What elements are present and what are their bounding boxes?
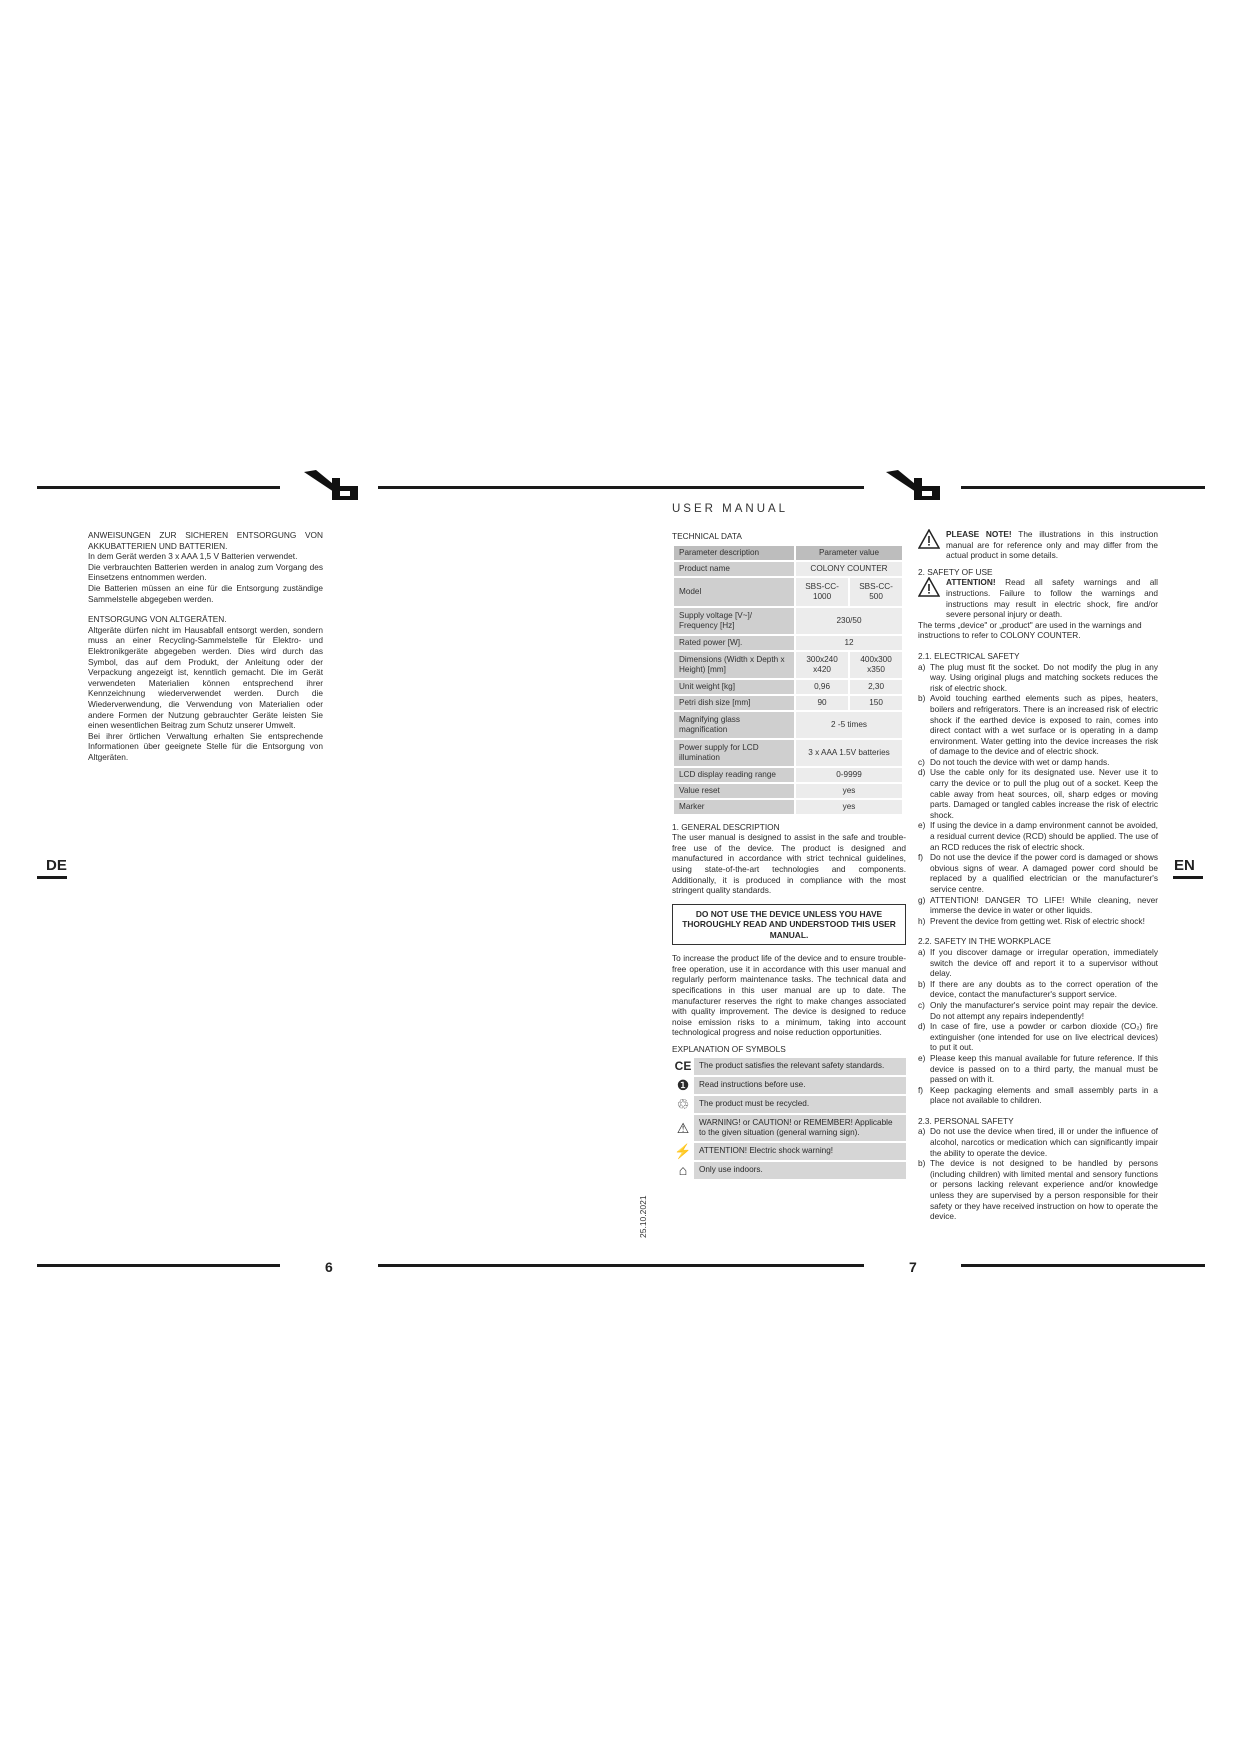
top-rule-center [378,486,864,489]
list-item [918,1126,1158,1158]
de-disposal-text: Bei ihrer örtlichen Verwaltung erhalten Sie entsprechende Informationen über geeignete Stelle für die Entsorgung von Altgeräten. [88,730,323,762]
table-value-cell: 150 [849,695,903,711]
table-key-cell: Unit weight [kg] [673,679,795,695]
list-text: If there are any doubts as to the correct operation of the device, contact the manufacturer's support service. [930,978,1158,1000]
note-text [946,529,1158,561]
table-value-cell: 2 -5 times [795,711,903,739]
list-marker: f) [918,852,924,863]
table-key-cell: Power supply for LCD illumination [673,739,795,767]
list-text: If you discover damage or irregular operation, immediately switch the device off and report it to a supervisor without delay. [930,946,1158,979]
language-tab-en-underline [1173,876,1203,879]
symbol-row [672,1162,906,1179]
brand-logo-right-icon [884,468,946,502]
en-column-1 [672,531,906,1181]
table-row [673,561,903,577]
table-row [673,799,903,815]
list-marker: e) [918,1052,926,1063]
list-text: Do not use the device if the power cord is damaged or shows obvious signs of wear. A damaged power cord should be replaced by a qualified electrician or the manufacturer's service centre. [930,852,1158,894]
table-key-cell: Supply voltage [V~]/ Frequency [Hz] [673,607,795,635]
table-value-cell: 2,30 [849,679,903,695]
de-battery-line: In dem Gerät werden 3 x AAA 1,5 V Batterien verwendet. [88,551,298,562]
terms-text: The terms „device" or „product" are used in the warnings and instructions to refer to COLONY COUNTER. [918,619,1142,641]
page-number-right: 7 [909,1259,917,1275]
top-rule-left-page [37,486,280,489]
symbol-row [672,1058,906,1075]
attention-bold: ATTENTION! [946,577,996,588]
table-value-cell: 400x300 x350 [849,651,903,679]
list-item [918,895,1158,916]
de-disposal-heading: ENTSORGUNG VON ALTGERÄTEN. [88,614,227,625]
list-text: ATTENTION! DANGER TO LIFE! While cleaning, never immerse the device in water or other liquids. [930,894,1158,916]
de-battery-heading: ANWEISUNGEN ZUR SICHEREN ENTSORGUNG VON AKKUBATTERIEN UND BATTERIEN. [88,530,323,551]
bottom-rule-right-page [961,1264,1205,1267]
de-disposal-text: Altgeräte dürfen nicht im Hausabfall entsorgt werden, sondern muss an einer Recycling-Sammelstelle für Elektro- und Elektronikgeräte abgegeben werden. Dies wird durch das Symbol, das auf dem Produkt, der Anleitung oder der Verpackung angezeigt ist, kenntlich gemacht. Die im Gerät verwendeten Materialien können entsprechend ihrer Kennzeichnung wiederverwendet werden. Durch die Wiederverwendung, die Verwendung von Materialien oder andere Formen der Nutzung gebrauchter Geräte leisten Sie einen wesentlichen Beitrag zum Schutz unserer Umwelt. [88,624,323,731]
table-value-cell: yes [795,783,903,799]
list-item [918,757,1158,768]
table-value-cell: 3 x AAA 1.5V batteries [795,739,903,767]
table-row [673,739,903,767]
table-key-cell: LCD display reading range [673,767,795,783]
table-value-cell: 0-9999 [795,767,903,783]
symbol-description: Only use indoors. [694,1162,906,1179]
ce-mark-icon: CE [674,1059,692,1074]
table-key-cell: Dimensions (Width x Depth x Height) [mm] [673,651,795,679]
warning-triangle-icon: ⚠ [676,1119,690,1136]
table-row [673,711,903,739]
list-marker: d) [918,1021,926,1032]
list-item [918,916,1158,927]
list-marker: e) [918,820,926,831]
list-text: Only the manufacturer's service point may repair the device. Do not attempt any repairs independently! [930,999,1158,1021]
list-marker: a) [918,661,926,672]
de-text-column [88,530,323,762]
symbol-description: The product satisfies the relevant safety standards. [694,1058,906,1075]
list-text: If using the device in a damp environment cannot be avoided, a residual current device (RCD) should be applied. The use of an RCD reduces the risk of electric shock. [930,820,1158,852]
read-manual-warning-box: DO NOT USE THE DEVICE UNLESS YOU HAVE THOROUGHLY READ AND UNDERSTOOD THIS USER MANUAL. [672,904,906,946]
list-item [918,767,1158,820]
de-battery-line: Die verbrauchten Batterien werden in analog zum Vorgang des Einsetzens entnommen werden. [88,561,323,583]
symbol-description: ATTENTION! Electric shock warning! [694,1143,906,1160]
list-text: The device is not designed to be handled by persons (including children) with limited mental and sensory functions or persons lacking relevant experience and/or knowledge unless they are supervised by a person responsible for their safety or they have received instruction on how to operate the device. [930,1158,1158,1222]
list-marker: f) [918,1084,924,1095]
de-battery-line: Die Batterien müssen an eine für die Entsorgung zuständige Sammelstelle abgegeben werden. [88,582,323,604]
list-marker: h) [918,915,926,926]
table-row [673,695,903,711]
top-rule-right-page [961,486,1205,489]
general-description-text-2: To increase the product life of the device and to ensure trouble-free operation, use it in accordance with this user manual and regularly perform maintenance tasks. The technical data and specifications in this user manual are up to date. The manufacturer reserves the right to make changes associated with quality improvement. The device is designed to reduce noise emission risks to a minimum, taking into account technological progress and noise reduction opportunities. [672,953,906,1038]
warning-triangle-icon [918,529,946,561]
list-text: Please keep this manual available for future reference. If this device is passed on to a third party, the manual must be passed on with it. [930,1052,1158,1085]
list-item [918,820,1158,852]
language-tab-en: EN [1174,857,1195,874]
read-manual-icon: ❶ [676,1077,690,1094]
symbol-row [672,1143,906,1160]
list-text: Do not use the device when tired, ill or under the influence of alcohol, narcotics or medication which can significantly impair the ability to operate the device. [930,1126,1158,1158]
table-row [673,767,903,783]
table-key-cell: Marker [673,799,795,815]
list-text: Prevent the device from getting wet. Risk of electric shock! [930,915,1145,926]
list-text: In case of fire, use a powder or carbon dioxide (CO₂) fire extinguisher (one intended for use on live electrical devices) to put it out. [930,1021,1158,1053]
bottom-rule-center [378,1264,864,1267]
en-column-2 [918,529,1158,1222]
table-value-cell: COLONY COUNTER [795,561,903,577]
electrical-safety-heading: 2.1. ELECTRICAL SAFETY [918,650,1020,661]
list-item [918,1000,1158,1021]
table-value-cell: 230/50 [795,607,903,635]
table-value-cell: 90 [795,695,849,711]
list-item [918,662,1158,694]
list-marker: g) [918,894,926,905]
list-text: The plug must fit the socket. Do not modify the plug in any way. Using original plugs and matching sockets reduces the risk of electric shock. [930,661,1158,693]
language-tab-de: DE [46,857,67,874]
table-value-cell: 300x240 x420 [795,651,849,679]
user-manual-title: USER MANUAL [672,503,789,515]
technical-data-table [672,544,904,816]
list-item [918,1158,1158,1222]
warning-triangle-icon [918,577,946,619]
symbol-description: Read instructions before use. [694,1077,906,1094]
table-key-cell: Magnifying glass magnification [673,711,795,739]
table-header-row [673,545,903,561]
table-value-cell: SBS-CC-1000 [795,577,849,607]
list-text: Do not touch the device with wet or damp hands. [930,756,1110,767]
workplace-safety-heading: 2.2. SAFETY IN THE WORKPLACE [918,936,1051,947]
indoor-house-icon: ⌂ [678,1162,688,1179]
general-description-text: The user manual is designed to assist in the safe and trouble-free use of the device. The product is designed and manufactured in accordance with strict technical guidelines, using state-of-the-art technologies and components. Additionally, it is produced in compliance with the most stringent quality standards. [672,832,906,896]
table-value-cell: yes [795,799,903,815]
recycle-bin-icon: ♲ [676,1096,690,1113]
table-row [673,679,903,695]
list-marker: b) [918,1158,926,1169]
list-marker: b) [918,693,926,704]
list-item [918,1021,1158,1053]
list-marker: c) [918,999,925,1010]
table-key-cell: Product name [673,561,795,577]
list-marker: a) [918,1126,926,1137]
electric-shock-icon: ⚡ [674,1143,692,1160]
table-row [673,783,903,799]
note-block [918,529,1158,561]
symbol-row [672,1115,906,1141]
personal-safety-heading: 2.3. PERSONAL SAFETY [918,1115,1014,1126]
list-marker: d) [918,767,926,778]
list-item [918,979,1158,1000]
note-body: The illustrations in this instruction manual are for reference only and may differ from the actual product in some details. [946,529,1158,561]
list-item [918,852,1158,894]
note-bold: PLEASE NOTE! [946,529,1012,539]
safety-heading: 2. SAFETY OF USE [918,566,993,577]
page-number-left: 6 [325,1259,333,1275]
list-item [918,1085,1158,1106]
table-key-cell: Model [673,577,795,607]
symbol-row [672,1077,906,1094]
symbol-description: The product must be recycled. [694,1096,906,1113]
table-key-cell: Petri dish size [mm] [673,695,795,711]
attention-body: Read all safety warnings and all instructions. Failure to follow the warnings and instructions may result in electric shock, fire and/or severe personal injury or death. [946,577,1158,620]
list-text: Keep packaging elements and small assembly parts in a place not available to children. [930,1084,1158,1106]
list-marker: c) [918,756,925,767]
table-key-cell: Value reset [673,783,795,799]
list-item [918,1053,1158,1085]
table-key-cell: Rated power [W]. [673,635,795,651]
table-row [673,635,903,651]
attention-block [918,577,1158,619]
table-row [673,607,903,635]
language-tab-de-underline [37,876,67,879]
symbols-heading: EXPLANATION OF SYMBOLS [672,1044,786,1054]
table-value-cell: 12 [795,635,903,651]
symbol-row [672,1096,906,1113]
technical-data-heading: TECHNICAL DATA [672,531,742,541]
document-date: 25.10.2021 [638,1195,648,1238]
attention-text [946,577,1158,619]
brand-logo-left-icon [302,468,364,502]
general-description-heading: 1. GENERAL DESCRIPTION [672,821,780,832]
bottom-rule-left-page [37,1264,280,1267]
table-value-cell: SBS-CC-500 [849,577,903,607]
list-text: Avoid touching earthed elements such as pipes, heaters, boilers and refrigerators. There is an increased risk of electric shock if the earthed device is exposed to rain, comes into direct contact with a wet surface or is operating in a damp environment. Water getting into the device increases the risk of damage to the device and of electric shock. [930,693,1158,757]
table-header-cell: Parameter description [673,545,795,561]
symbol-description: WARNING! or CAUTION! or REMEMBER! Applicable to the given situation (general warning sign). [694,1115,906,1141]
list-marker: a) [918,946,926,957]
list-text: Use the cable only for its designated use. Never use it to carry the device or to pull the plug out of a socket. Keep the cable away from heat sources, oil, sharp edges or moving parts. Damaged or tangled cables increase the risk of electric shock. [930,767,1158,820]
list-item [918,693,1158,757]
list-marker: b) [918,978,926,989]
table-row [673,651,903,679]
list-item [918,947,1158,979]
table-value-cell: 0,96 [795,679,849,695]
table-row [673,577,903,607]
table-header-cell: Parameter value [795,545,903,561]
